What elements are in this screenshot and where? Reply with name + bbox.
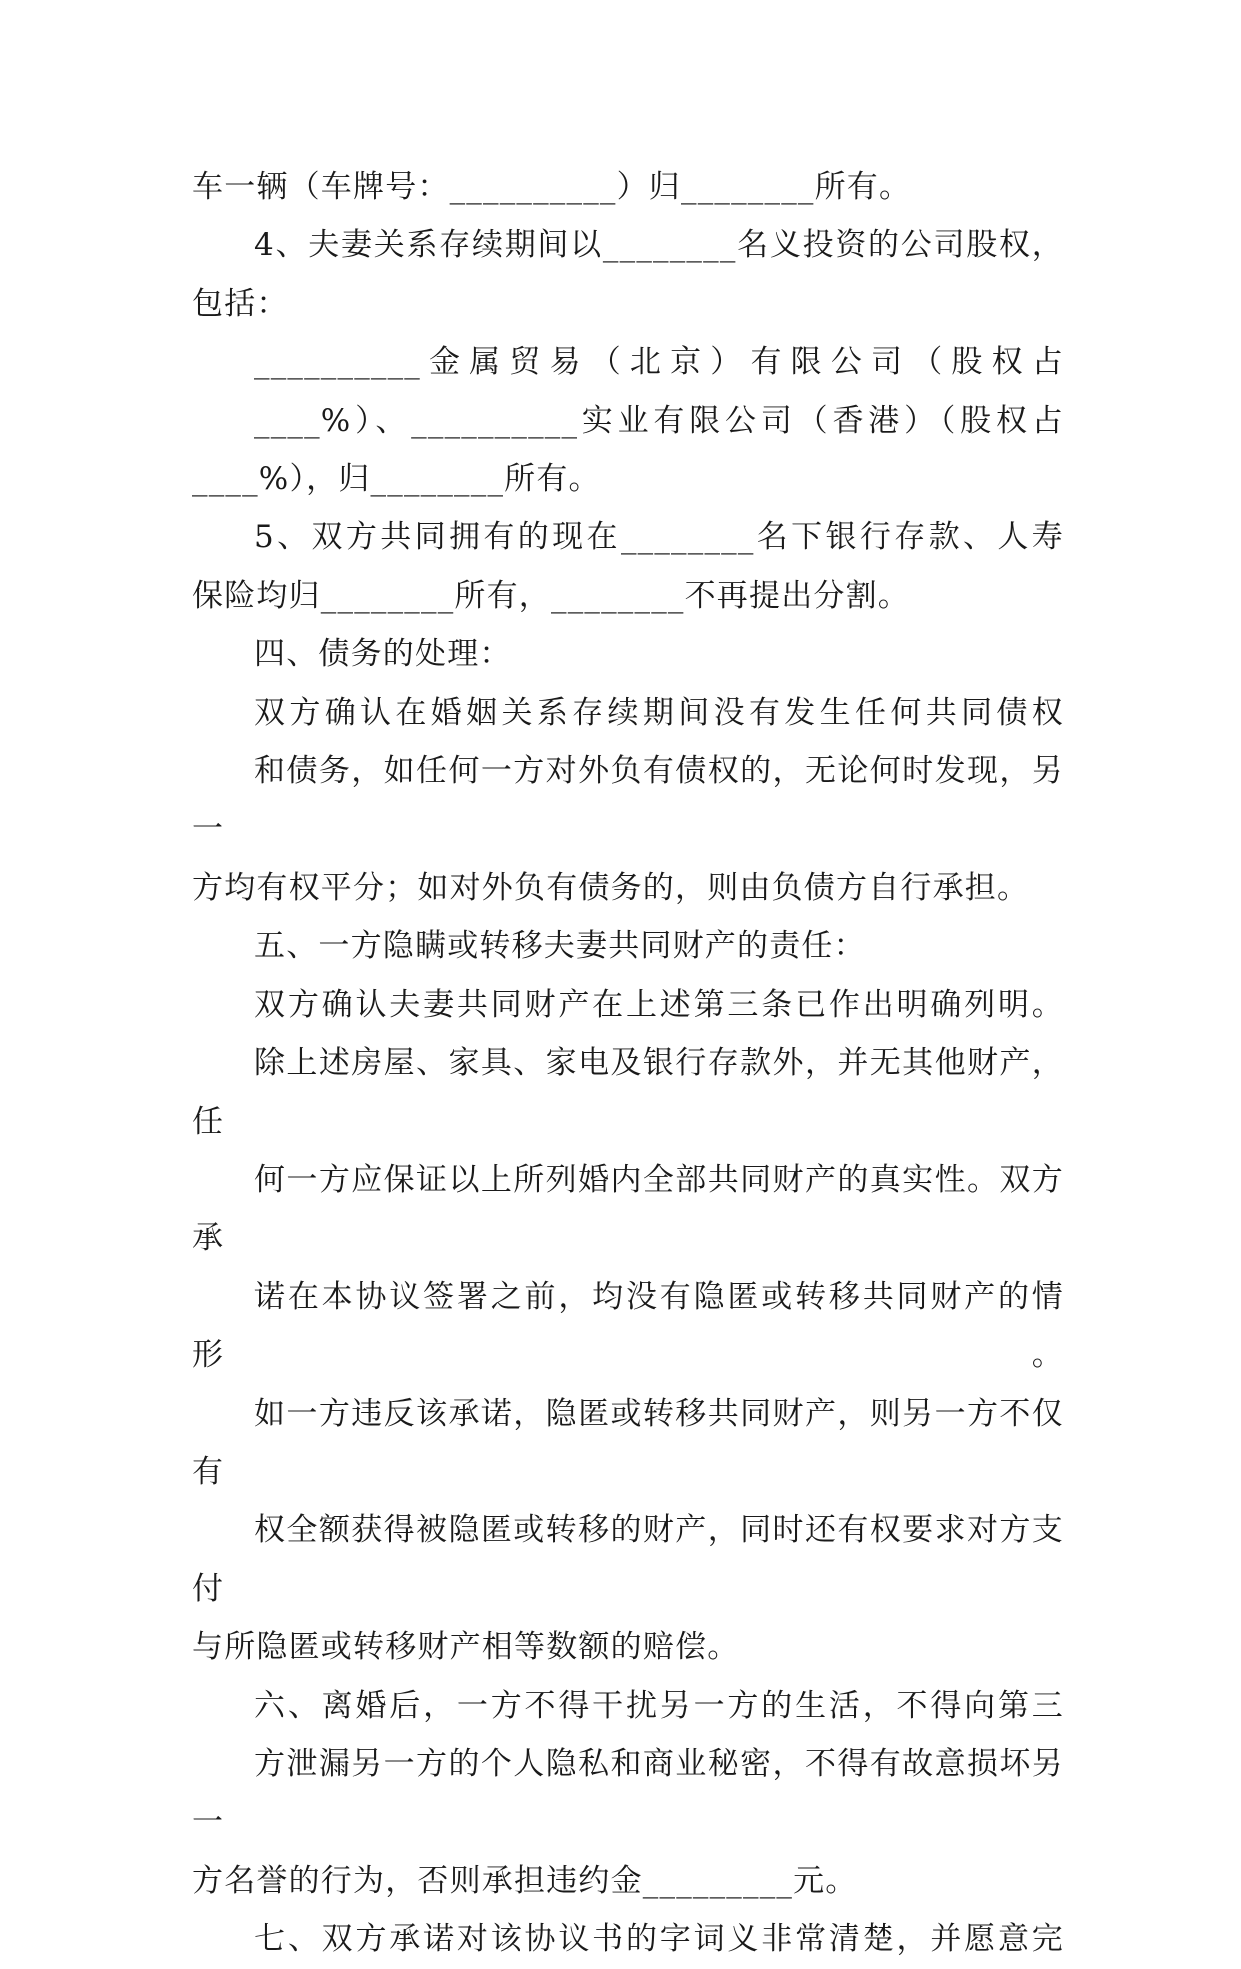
section-heading-debts [192, 625, 1064, 683]
text-line: ____%）、__________实业有限公司（香港）（股权占 [254, 402, 1064, 439]
text-line: 双方确认在婚姻关系存续期间没有发生任何共同债权 [254, 694, 1064, 731]
text-line: 双方确认夫妻共同财产在上述第三条已作出明确列明。 [254, 986, 1064, 1023]
text-line: 何一方应保证以上所列婚内全部共同财产的真实性。双方承 [192, 1161, 1064, 1257]
paragraph-concealment [192, 976, 1064, 1677]
text-line: 七、双方承诺对该协议书的字词义非常清楚，并愿意完 [254, 1921, 1064, 1958]
text-line: 除上述房屋、家具、家电及银行存款外，并无其他财产，任 [192, 1045, 1064, 1140]
text-line: 诺在本协议签署之前，均没有隐匿或转移共同财产的情形。 [192, 1278, 1064, 1374]
document-body [192, 158, 1064, 1969]
text-line: 四、债务的处理： [254, 636, 512, 673]
text-line: 方均有权平分；如对外负有债务的，则由负债方自行承担。 [192, 869, 1030, 906]
paragraph-non-interference [192, 1677, 1064, 1911]
text-line: ____%），归________所有。 [192, 461, 601, 498]
paragraph-bank-deposits [192, 508, 1064, 625]
paragraph-company-list [192, 333, 1064, 508]
text-line: 包括： [192, 285, 289, 322]
section-heading-concealment [192, 917, 1064, 975]
text-line: 与所隐匿或转移财产相等数额的赔偿。 [192, 1629, 740, 1666]
text-line: 方泄漏另一方的个人隐私和商业秘密，不得有故意损坏另一 [192, 1745, 1064, 1841]
text-line: 权全额获得被隐匿或转移的财产，同时还有权要求对方支付 [192, 1512, 1064, 1607]
text-line: 保险均归________所有，________不再提出分割。 [192, 577, 910, 614]
text-line: __________金属贸易（北京）有限公司（股权占 [254, 344, 1064, 381]
text-line: 5、双方共同拥有的现在________名下银行存款、人寿 [254, 519, 1064, 556]
text-line: 车一辆（车牌号：__________）归________所有。 [192, 169, 912, 205]
text-line: 4、夫妻关系存续期间以________名义投资的公司股权， [254, 227, 1064, 264]
paragraph-understanding [192, 1910, 1064, 1968]
text-line: 方名誉的行为，否则承担违约金_________元。 [192, 1862, 858, 1899]
text-line: 如一方违反该承诺，隐匿或转移共同财产，则另一方不仅有 [192, 1395, 1064, 1490]
paragraph-company-equity-intro [192, 216, 1064, 333]
text-line: 六、离婚后，一方不得干扰另一方的生活，不得向第三 [254, 1687, 1064, 1724]
paragraph-vehicle [192, 158, 1064, 216]
paragraph-debts [192, 684, 1064, 918]
text-line: 和债务，如任何一方对外负有债权的，无论何时发现，另一 [192, 753, 1064, 848]
text-line: 五、一方隐瞒或转移夫妻共同财产的责任： [254, 928, 866, 965]
